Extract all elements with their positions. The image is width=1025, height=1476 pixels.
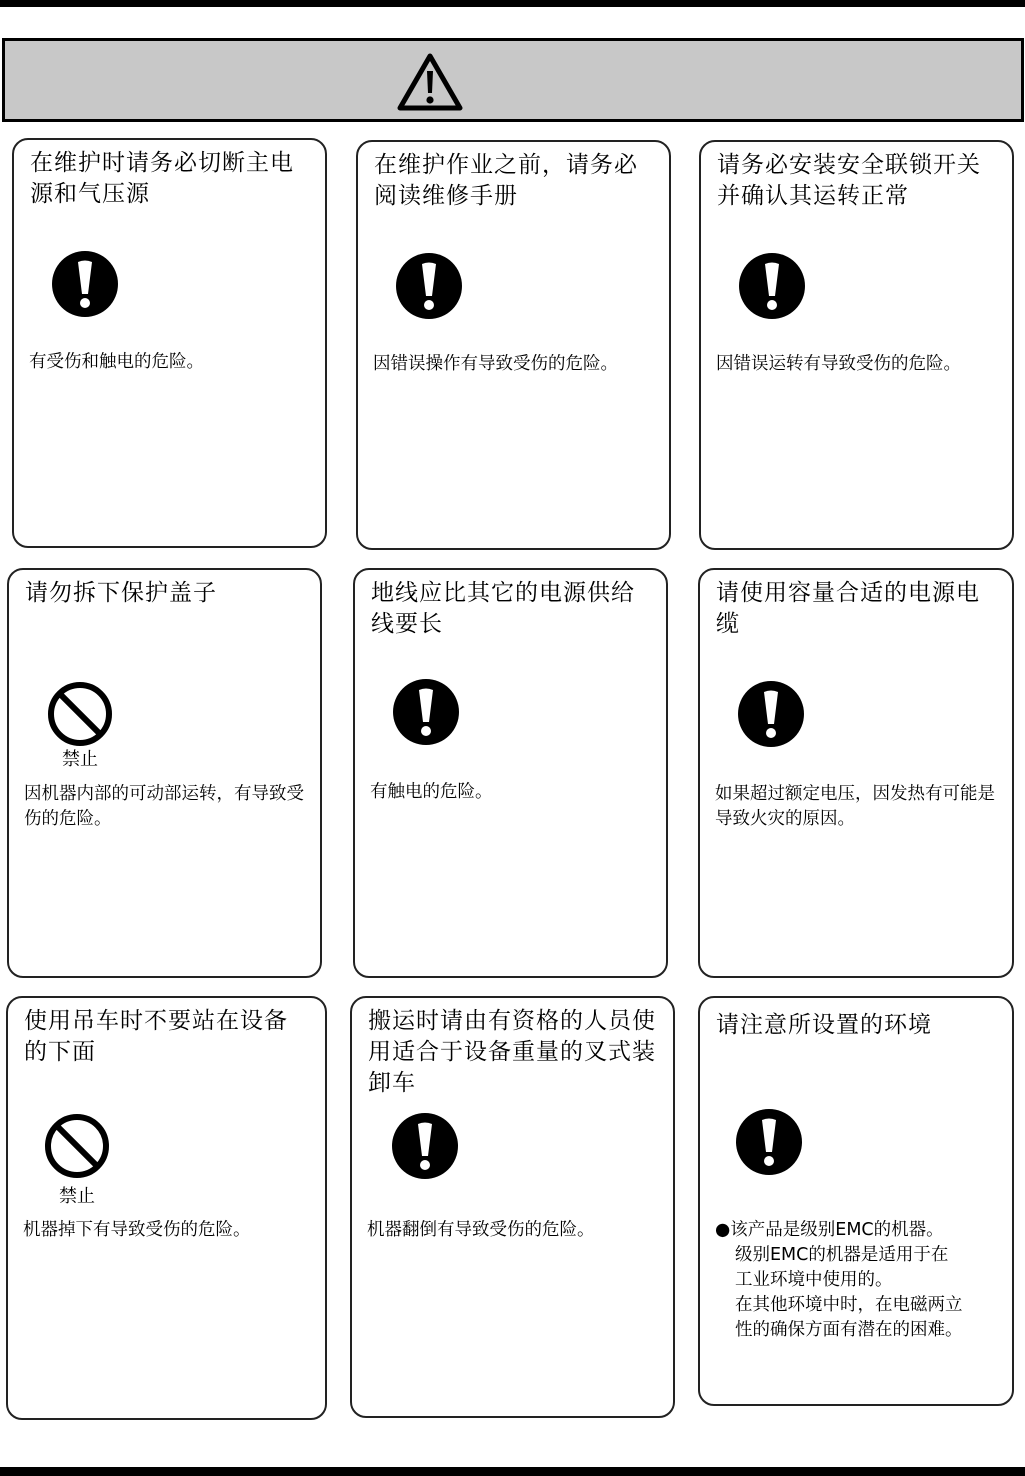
safety-card-cover — [7, 568, 322, 978]
card-title: 请务必安装安全联锁开关并确认其运转正常 — [717, 152, 981, 209]
card-title: 在维护作业之前，请务必阅读维修手册 — [374, 152, 638, 209]
card-title: 搬运时请由有资格的人员使用适合于设备重量的叉式装卸车 — [368, 1008, 656, 1096]
warning-triangle-icon — [397, 53, 463, 111]
warning-banner — [2, 38, 1024, 122]
card-body: 有触电的危险。 — [370, 782, 493, 802]
top-rule — [0, 0, 1025, 7]
prohibition-icon — [46, 680, 114, 748]
safety-card-power-cable — [698, 568, 1014, 978]
mandatory-exclamation-icon — [51, 250, 119, 318]
card-body-list — [715, 1218, 1000, 1343]
safety-card-ground-wire — [353, 568, 668, 978]
safety-card-crane — [6, 996, 327, 1420]
mandatory-exclamation-icon — [735, 1108, 803, 1176]
body-line: 工业环境中使用的。 — [735, 1270, 893, 1290]
mandatory-exclamation-icon — [738, 252, 806, 320]
body-line: 级别EMC的机器是适用于在 — [735, 1245, 949, 1265]
card-body: 机器掉下有导致受伤的危险。 — [23, 1220, 251, 1240]
card-body: 如果超过额定电压，因发热有可能是导致火灾的原因。 — [715, 784, 995, 829]
card-body: 有受伤和触电的危险。 — [29, 352, 204, 372]
safety-card-environment — [698, 996, 1014, 1406]
body-line: 性的确保方面有潜在的困难。 — [735, 1320, 963, 1340]
prohibition-caption: 禁止 — [59, 1186, 95, 1207]
body-line: ●该产品是级别EMC的机器。 — [715, 1220, 944, 1240]
card-title: 请注意所设置的环境 — [716, 1012, 932, 1038]
card-body: 因机器内部的可动部运转，有导致受伤的危险。 — [24, 784, 304, 829]
card-title: 使用吊车时不要站在设备的下面 — [24, 1008, 288, 1065]
card-title: 请勿拆下保护盖子 — [25, 580, 217, 606]
card-title: 请使用容量合适的电源电缆 — [716, 580, 980, 637]
prohibition-icon — [43, 1112, 111, 1180]
mandatory-exclamation-icon — [392, 678, 460, 746]
safety-card-read-manual — [356, 140, 671, 550]
safety-card-power-off — [12, 138, 327, 548]
mandatory-exclamation-icon — [391, 1112, 459, 1180]
safety-card-interlock — [699, 140, 1014, 550]
card-title: 在维护时请务必切断主电源和气压源 — [30, 150, 294, 207]
mandatory-exclamation-icon — [737, 680, 805, 748]
body-line: 在其他环境中时，在电磁两立 — [735, 1295, 963, 1315]
prohibition-caption: 禁止 — [62, 749, 98, 770]
card-body: 因错误操作有导致受伤的危险。 — [373, 354, 618, 374]
card-body: 机器翻倒有导致受伤的危险。 — [367, 1220, 595, 1240]
card-title: 地线应比其它的电源供给线要长 — [371, 580, 635, 637]
bottom-rule — [0, 1467, 1025, 1476]
card-body: 因错误运转有导致受伤的危险。 — [716, 354, 961, 374]
safety-card-forklift — [350, 996, 675, 1418]
mandatory-exclamation-icon — [395, 252, 463, 320]
